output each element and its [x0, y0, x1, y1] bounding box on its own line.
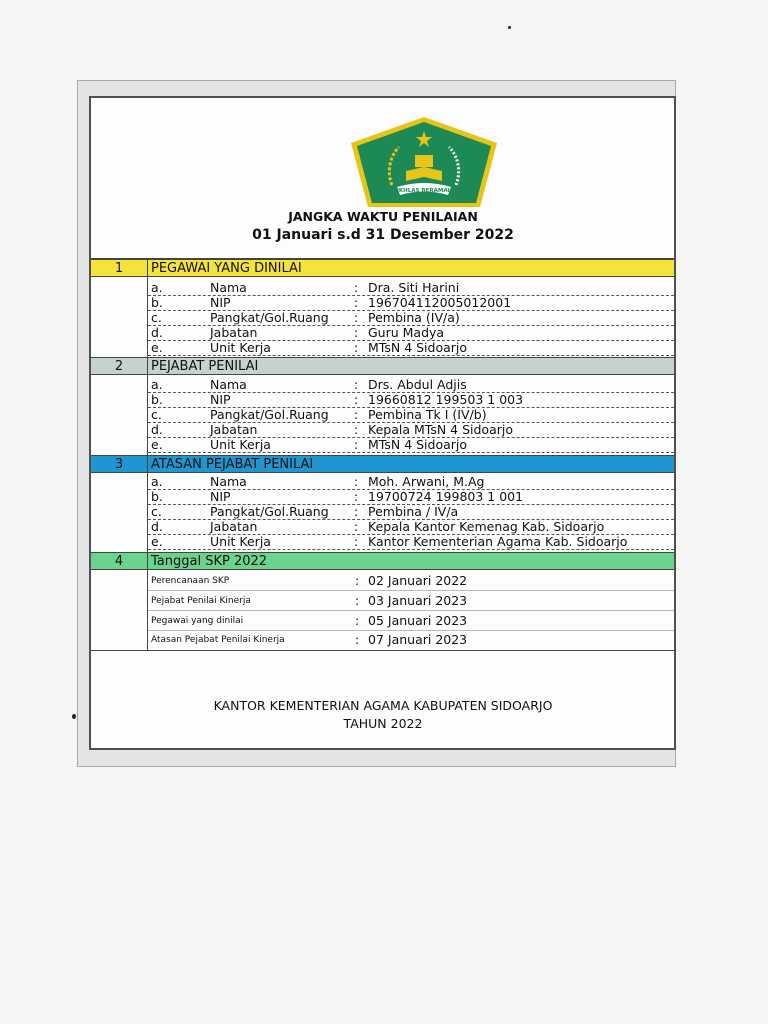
row-letter: d.	[151, 519, 163, 534]
section-title: PEGAWAI YANG DINILAI	[151, 260, 302, 276]
row-colon: :	[354, 489, 359, 504]
date-label: Perencanaan SKP	[151, 576, 230, 586]
row-value: Kantor Kementerian Agama Kab. Sidoarjo	[368, 534, 628, 549]
row-label: Unit Kerja	[210, 534, 271, 549]
field-row-nama	[148, 377, 674, 393]
assessment-period: 01 Januari s.d 31 Desember 2022	[252, 227, 514, 243]
row-value: Pembina (IV/a)	[368, 310, 460, 325]
field-row-unit-kerja	[148, 534, 674, 550]
section-title: ATASAN PEJABAT PENILAI	[151, 456, 314, 472]
field-row-unit-kerja	[148, 437, 674, 453]
row-value: Kepala MTsN 4 Sidoarjo	[368, 422, 513, 437]
field-row-pangkat	[148, 407, 674, 423]
field-row-nip	[148, 489, 674, 505]
row-colon: :	[354, 280, 359, 295]
row-colon: :	[354, 407, 359, 422]
row-value: 19660812 199503 1 003	[368, 392, 524, 407]
field-row-jabatan	[148, 519, 674, 535]
row-letter: e.	[151, 437, 163, 452]
document-title: JANGKA WAKTU PENILAIAN	[288, 209, 478, 224]
row-letter: c.	[151, 504, 162, 519]
row-letter: b.	[151, 392, 163, 407]
section-header-atasan-pejabat-penilai	[91, 455, 674, 473]
date-colon: :	[355, 573, 360, 588]
row-colon: :	[354, 340, 359, 355]
divider	[91, 650, 674, 651]
section-number: 2	[91, 358, 148, 374]
row-letter: d.	[151, 422, 163, 437]
row-value: 19700724 199803 1 001	[368, 489, 524, 504]
row-colon: :	[354, 392, 359, 407]
row-colon: :	[354, 310, 359, 325]
row-colon: :	[354, 519, 359, 534]
row-label: Jabatan	[210, 422, 258, 437]
row-letter: a.	[151, 377, 163, 392]
row-label: Jabatan	[210, 325, 258, 340]
row-value: MTsN 4 Sidoarjo	[368, 340, 468, 355]
date-row-pejabat-penilai	[148, 591, 674, 611]
section-header-pejabat-penilai	[91, 357, 674, 375]
row-value: Pembina / IV/a	[368, 504, 459, 519]
row-label: NIP	[210, 489, 231, 504]
row-letter: a.	[151, 280, 163, 295]
footer-year: TAHUN 2022	[343, 716, 423, 731]
row-label: NIP	[210, 392, 231, 407]
kemenag-logo-icon	[349, 115, 499, 210]
row-value: Guru Madya	[368, 325, 445, 340]
row-colon: :	[354, 437, 359, 452]
row-colon: :	[354, 534, 359, 549]
row-label: NIP	[210, 295, 231, 310]
scan-speck	[72, 714, 76, 719]
row-label: Jabatan	[210, 519, 258, 534]
date-colon: :	[355, 593, 360, 608]
section-number: 1	[91, 260, 148, 276]
field-row-unit-kerja	[148, 340, 674, 356]
row-colon: :	[354, 422, 359, 437]
row-label: Nama	[210, 280, 247, 295]
row-label: Pangkat/Gol.Ruang	[210, 310, 329, 325]
row-label: Unit Kerja	[210, 437, 271, 452]
date-label: Pejabat Penilai Kinerja	[151, 596, 251, 606]
date-colon: :	[355, 613, 360, 628]
date-label: Pegawai yang dinilai	[151, 616, 244, 626]
row-letter: e.	[151, 534, 163, 549]
row-value: 196704112005012001	[368, 295, 512, 310]
row-value: Pembina Tk I (IV/b)	[368, 407, 487, 422]
row-label: Unit Kerja	[210, 340, 271, 355]
row-letter: d.	[151, 325, 163, 340]
logo-motto: IKHLAS BERAMAL	[396, 188, 452, 194]
date-value: 02 Januari 2022	[368, 573, 468, 588]
date-row-atasan	[148, 630, 674, 649]
section-title: PEJABAT PENILAI	[151, 358, 259, 374]
row-value: Dra. Siti Harini	[368, 280, 460, 295]
field-row-jabatan	[148, 325, 674, 341]
row-value: MTsN 4 Sidoarjo	[368, 437, 468, 452]
section-header-tanggal-skp	[91, 552, 674, 570]
row-colon: :	[354, 377, 359, 392]
row-label: Nama	[210, 474, 247, 489]
row-letter: c.	[151, 310, 162, 325]
scan-speck	[508, 26, 511, 29]
section-number: 4	[91, 553, 148, 569]
row-colon: :	[354, 474, 359, 489]
row-colon: :	[354, 504, 359, 519]
row-letter: b.	[151, 489, 163, 504]
field-row-jabatan	[148, 422, 674, 438]
row-letter: b.	[151, 295, 163, 310]
section-number: 3	[91, 456, 148, 472]
row-letter: e.	[151, 340, 163, 355]
field-row-nip	[148, 392, 674, 408]
field-row-pangkat	[148, 504, 674, 520]
field-row-nama	[148, 474, 674, 490]
date-value: 03 Januari 2023	[368, 593, 468, 608]
row-value: Moh. Arwani, M.Ag	[368, 474, 485, 489]
field-row-pangkat	[148, 310, 674, 326]
date-value: 05 Januari 2023	[368, 613, 468, 628]
date-value: 07 Januari 2023	[368, 632, 468, 647]
row-label: Pangkat/Gol.Ruang	[210, 504, 329, 519]
field-row-nip	[148, 295, 674, 311]
row-colon: :	[354, 325, 359, 340]
section-title: Tanggal SKP 2022	[151, 553, 268, 569]
row-colon: :	[354, 295, 359, 310]
date-row-pegawai	[148, 611, 674, 631]
field-row-nama	[148, 280, 674, 296]
row-value: Drs. Abdul Adjis	[368, 377, 467, 392]
section-header-pegawai	[91, 259, 674, 277]
date-row-perencanaan	[148, 571, 674, 591]
row-letter: c.	[151, 407, 162, 422]
footer-office: KANTOR KEMENTERIAN AGAMA KABUPATEN SIDOARJO	[213, 698, 553, 713]
row-label: Pangkat/Gol.Ruang	[210, 407, 329, 422]
row-letter: a.	[151, 474, 163, 489]
date-colon: :	[355, 632, 360, 647]
row-value: Kepala Kantor Kemenag Kab. Sidoarjo	[368, 519, 605, 534]
row-label: Nama	[210, 377, 247, 392]
date-label: Atasan Pejabat Penilai Kinerja	[151, 635, 285, 645]
